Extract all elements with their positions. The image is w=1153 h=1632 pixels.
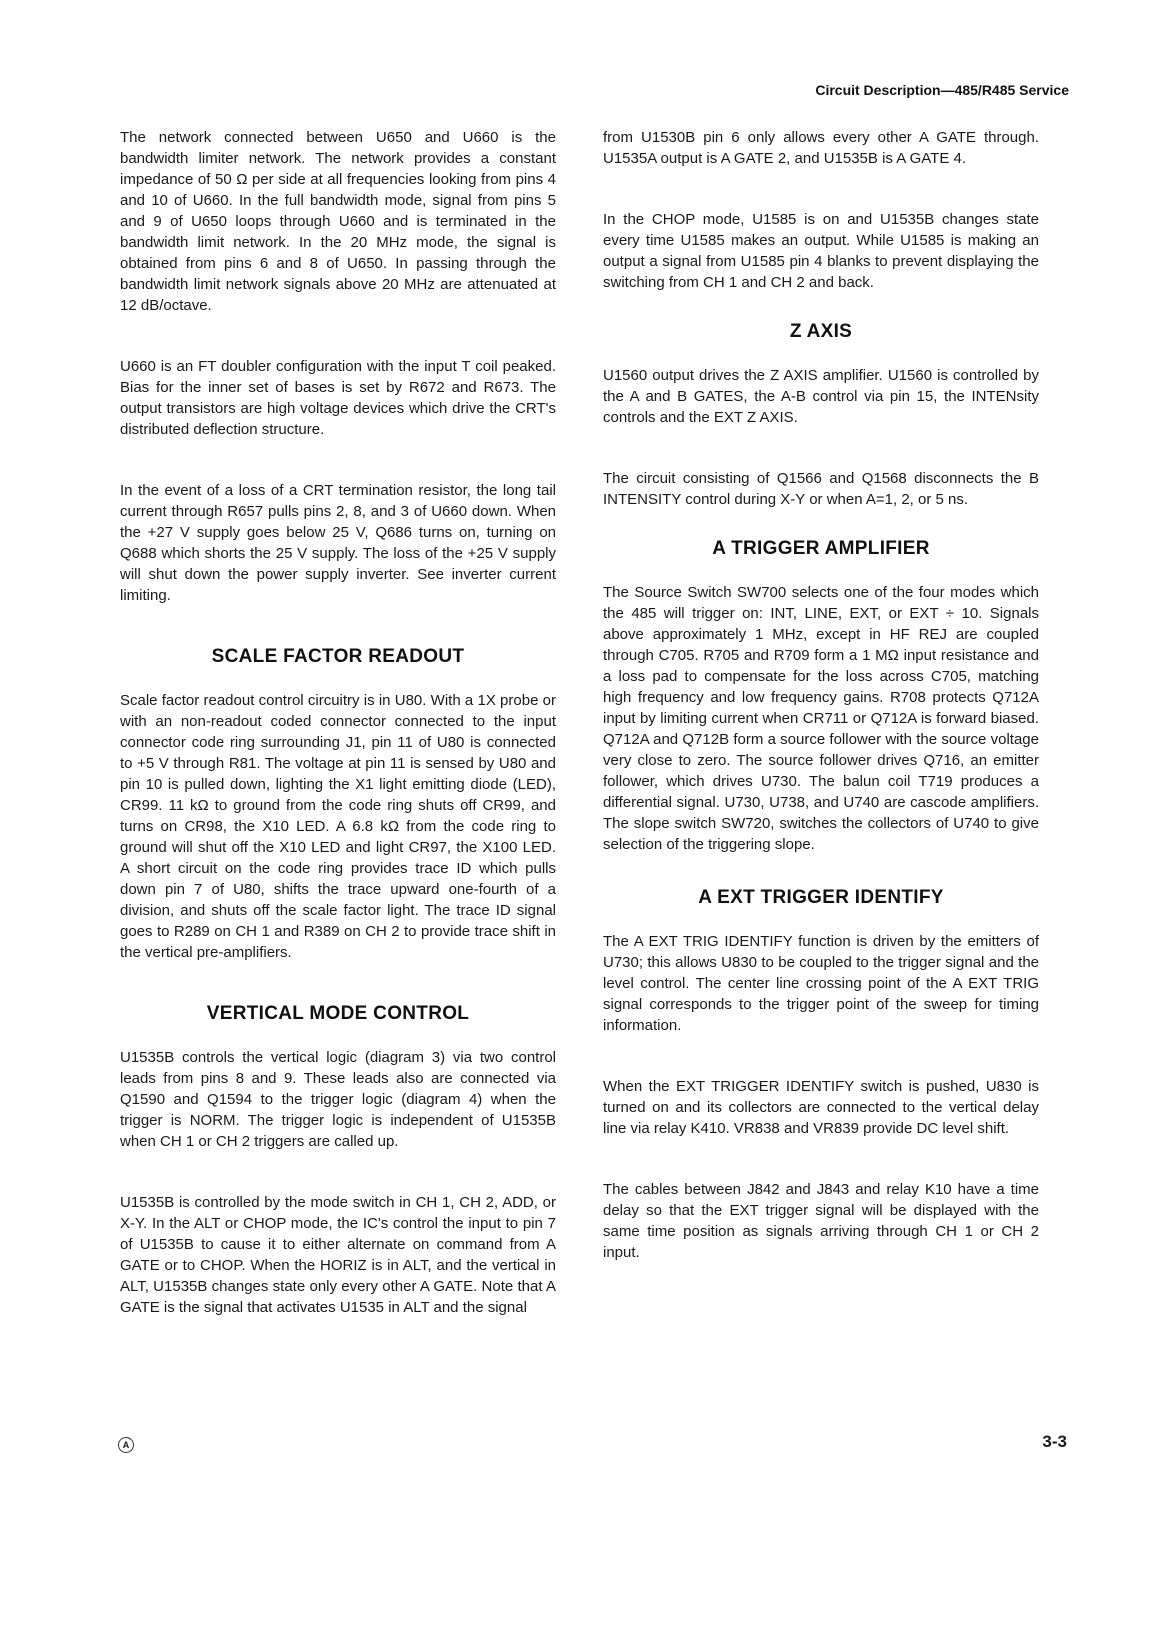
section-heading-vertical-mode: VERTICAL MODE CONTROL [206,1003,470,1024]
paragraph: U1535B is controlled by the mode switch in CH 1, CH 2, ADD, or X-Y. In the ALT or CHOP mode, the IC's control the input to pin 7 of U1535B to cause it to either alternate on command from A GATE or to CHOP. When the HORIZ is in ALT, and the vertical in ALT, U1535B changes state only every other A GATE. Note that A GATE is the signal that activates U1535 in ALT and the signal [120,1194,556,1316]
publisher-logo-icon: A [118,1437,134,1453]
section-heading-a-ext-trigger-identify: A EXT TRIGGER IDENTIFY [698,887,944,908]
section-heading-scale-factor: SCALE FACTOR READOUT [211,646,465,667]
paragraph: The circuit consisting of Q1566 and Q1568 disconnects the B INTENSITY control during X-Y or when A=1, 2, or 5 ns. [603,470,1039,508]
paragraph: U660 is an FT doubler configuration with the input T coil peaked. Bias for the inner set of bases is set by R672 and R673. The output transistors are high voltage devices which drive the CRT's distributed deflection structure. [120,358,556,438]
paragraph: In the CHOP mode, U1585 is on and U1535B changes state every time U1585 makes an output. While U1585 is making an output a signal from U1585 pin 4 blanks to prevent displaying the switching from CH 1 and CH 2 and back. [603,211,1039,291]
paragraph: When the EXT TRIGGER IDENTIFY switch is pushed, U830 is turned on and its collectors are connected to the vertical delay line via relay K410. VR838 and VR839 provide DC level shift. [603,1078,1039,1137]
left-column [120,127,556,1318]
paragraph: The cables between J842 and J843 and relay K10 have a time delay so that the EXT trigger signal will be displayed with the same time position as signals arriving through CH 1 or CH 2 input. [603,1181,1039,1261]
paragraph: The Source Switch SW700 selects one of the four modes which the 485 will trigger on: INT, LINE, EXT, or EXT ÷ 10. Signals above approximately 1 MHz, except in HF REJ are coupled through C705. R705 and R709 form a 1 MΩ input resistance and a loss pad to compensate for the loss across C705, matching high frequency and low frequency gains. R708 protects Q712A input by limiting current when CR711 or Q712A is forward biased. Q712A and Q712B form a source follower with the source voltage very close to zero. The source follower drives Q716, an emitter follower, which drives U730. The balun coil T719 produces a differential signal. U730, U738, and U740 are cascode amplifiers. The slope switch SW720, switches the collectors of U740 to give selection of the triggering slope. [603,584,1039,853]
right-column [603,127,1039,1263]
paragraph: Scale factor readout control circuitry is in U80. With a 1X probe or with an non-readout coded connector connected to the input connector code ring surrounding J1, pin 11 of U80 is connected to +5 V through R81. The voltage at pin 11 is sensed by U80 and pin 10 is pulled down, lighting the X1 light emitting diode (LED), CR99. 11 kΩ to ground from the code ring shuts off CR99, and turns on CR98, the X10 LED. A 6.8 kΩ from the code ring to ground will shut off the X10 LED and light CR97, the X100 LED. A short circuit on the code ring provides trace ID which pulls down pin 7 of U80, shifts the trace upward one-fourth of a division, and shuts off the scale factor light. The trace ID signal goes to R289 on CH 1 and R389 on CH 2 to provide trace shift in the vertical pre-amplifiers. [120,692,556,961]
paragraph: The network connected between U650 and U660 is the bandwidth limiter network. The network provides a constant impedance of 50 Ω per side at all frequencies looking from pins 4 and 10 of U660. In the full bandwidth mode, signal from pins 5 and 9 of U650 loops through U660 and is terminated in the bandwidth limit network. In the 20 MHz mode, the signal is obtained from pins 6 and 8 of U650. In passing through the bandwidth limit network signals above 20 MHz are attenuated at 12 dB/octave. [120,129,556,314]
section-heading-a-trigger-amplifier: A TRIGGER AMPLIFIER [712,538,930,559]
running-head: Circuit Description—485/R485 Service [815,82,1069,98]
paragraph: In the event of a loss of a CRT termination resistor, the long tail current through R657 pulls pins 2, 8, and 3 of U660 down. When the +27 V supply goes below 25 V, Q686 turns on, turning on Q688 which shorts the 25 V supply. The loss of the +25 V supply will shut down the power supply inverter. See inverter current limiting. [120,482,556,604]
paragraph: The A EXT TRIG IDENTIFY function is driven by the emitters of U730; this allows U830 to be coupled to the trigger signal and the level control. The center line crossing point of the A EXT TRIG signal corresponds to the trigger point of the sweep for timing information. [603,933,1039,1034]
section-heading-z-axis: Z AXIS [789,321,853,342]
page-number: 3-3 [1042,1432,1067,1451]
paragraph: from U1530B pin 6 only allows every other A GATE through. U1535A output is A GATE 2, and U1535B is A GATE 4. [603,129,1039,167]
paragraph: U1535B controls the vertical logic (diagram 3) via two control leads from pins 8 and 9. These leads also are connected via Q1590 and Q1594 to the trigger logic (diagram 4) when the trigger is NORM. The trigger logic is independent of U1535B when CH 1 or CH 2 triggers are called up. [120,1049,556,1150]
paragraph: U1560 output drives the Z AXIS amplifier. U1560 is controlled by the A and B GATES, the A-B control via pin 15, the INTENsity controls and the EXT Z AXIS. [603,367,1039,426]
